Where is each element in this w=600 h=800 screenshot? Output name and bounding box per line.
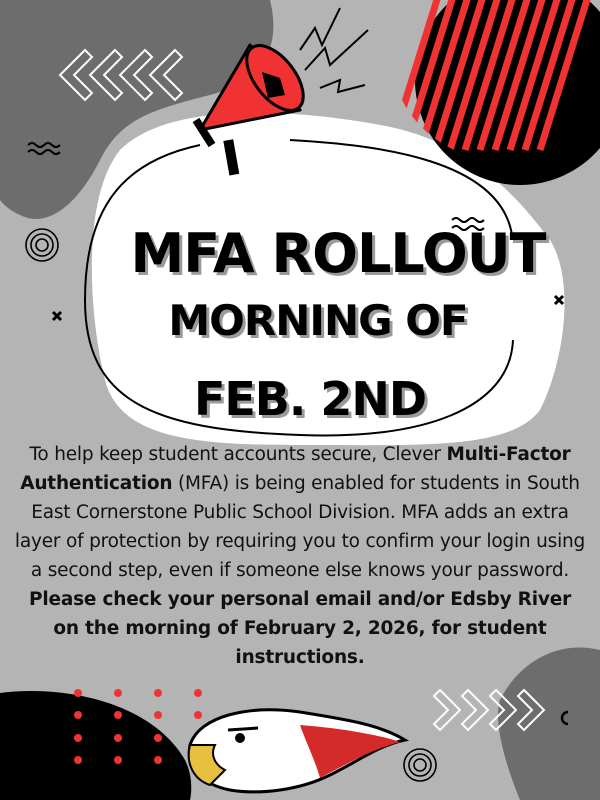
lightning-icon: [300, 8, 368, 92]
announcement-body: [14, 440, 586, 672]
headline-date: FEB. 2ND: [193, 372, 427, 426]
body-bold-mfa: Multi-Factor Authentication: [20, 444, 571, 494]
black-blob: [0, 691, 191, 800]
headline-mfa-rollout: MFA ROLLOUT: [130, 222, 546, 285]
body-instructions: Please check your personal email and/or Edsby River on the morning of February 2, 2026, for student instructions.: [28, 589, 571, 668]
eagle-mascot-icon: [189, 710, 405, 792]
body-text-cont: (MFA) is being enabled for students in South East Cornerstone Public School Division. MFA adds an extra layer of protection by requiring you to confirm your login using a second step, even if someone else knows your password.: [14, 473, 586, 581]
headline-morning-of: MORNING OF: [168, 296, 468, 345]
body-text: To help keep student accounts secure, Clever: [29, 444, 447, 465]
